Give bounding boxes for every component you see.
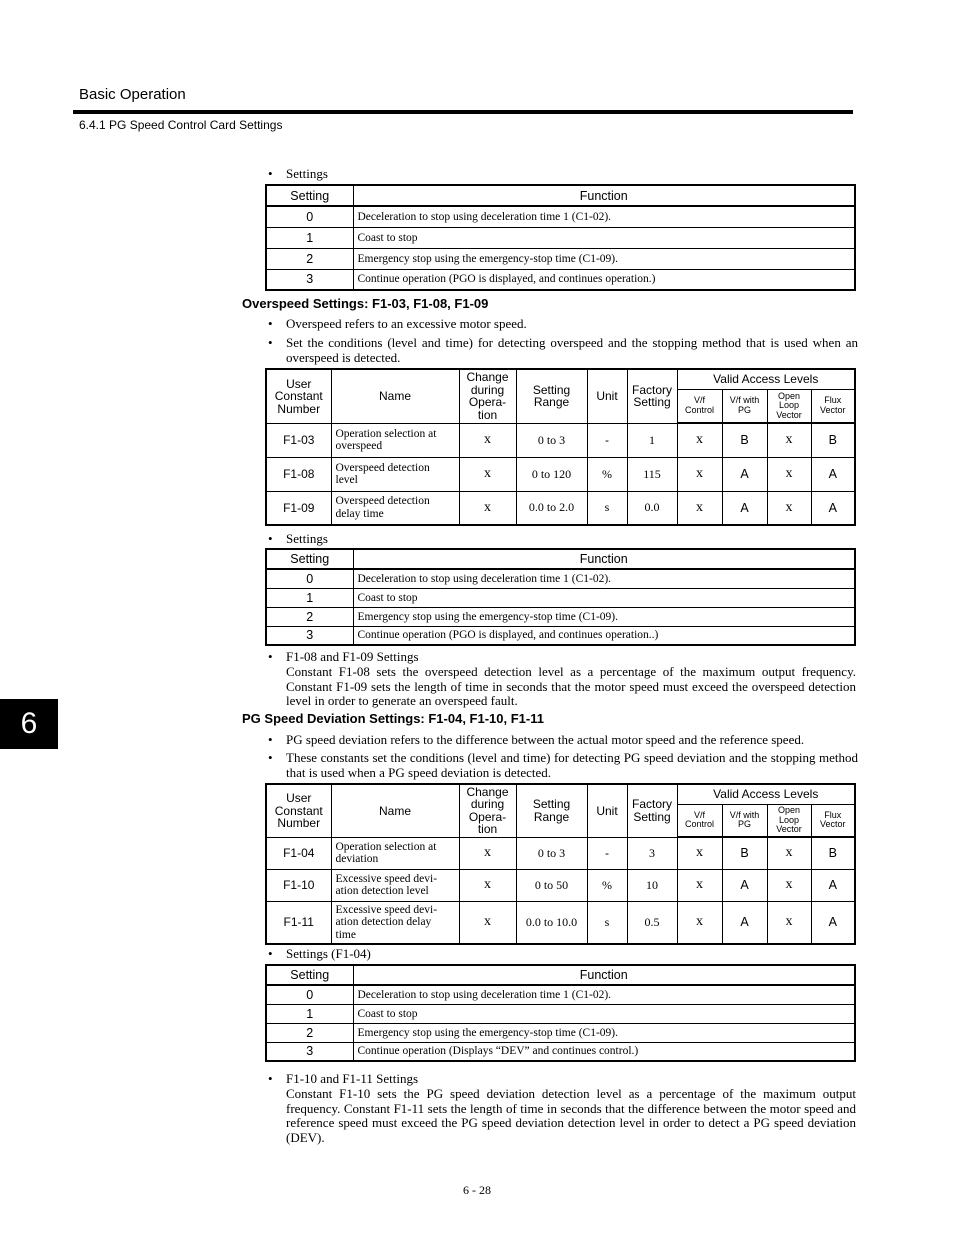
name-cell: Excessive speed devi- ation detection delay time — [331, 901, 459, 944]
setting-cell: 1 — [266, 227, 353, 248]
factory-cell: 3 — [627, 837, 677, 869]
table-row — [266, 837, 855, 869]
overspeed-settings-label — [268, 531, 858, 546]
bullet-icon: • — [268, 732, 273, 747]
function-cell: Coast to stop — [353, 227, 855, 248]
function-cell: Continue operation (PGO is displayed, and continues operation..) — [353, 626, 855, 645]
deviation-bullet-1 — [268, 732, 858, 747]
function-cell: Emergency stop using the emergency-stop time (C1-09). — [353, 1023, 855, 1042]
unit-header: Unit — [587, 369, 627, 423]
olv-cell: x — [767, 869, 811, 901]
vf-cell: x — [677, 423, 722, 457]
unit-cell: s — [587, 901, 627, 944]
change-cell: x — [459, 457, 516, 491]
bullet-text: These constants set the conditions (level and time) for detecting PG speed deviation and the stopping method that is used when a PG speed deviation is detected. — [286, 750, 858, 780]
unit-cell: % — [587, 869, 627, 901]
deviation-settings-table — [265, 964, 856, 1062]
bullet-text: Overspeed refers to an excessive motor speed. — [286, 316, 527, 331]
function-cell: Emergency stop using the emergency-stop time (C1-09). — [353, 248, 855, 269]
change-during-operation-header: Change during Opera- tion — [459, 369, 516, 423]
vf-cell: x — [677, 457, 722, 491]
setting-cell: 0 — [266, 569, 353, 588]
bullet-text: Settings — [286, 166, 328, 181]
name-cell: Operation selection at overspeed — [331, 423, 459, 457]
overspeed-bullet-1 — [268, 316, 858, 331]
vfpg-cell: A — [722, 491, 767, 525]
chapter-tab: 6 — [0, 699, 58, 749]
bullet-text: Settings (F1-04) — [286, 946, 371, 961]
bullet-icon: • — [268, 946, 273, 961]
function-column-header: Function — [353, 965, 855, 985]
name-cell: Excessive speed devi- ation detection level — [331, 869, 459, 901]
function-column-header: Function — [353, 185, 855, 206]
change-cell: x — [459, 901, 516, 944]
setting-cell: 2 — [266, 607, 353, 626]
vf-cell: x — [677, 901, 722, 944]
bullet-text: Set the conditions (level and time) for detecting overspeed and the stopping method that is used when an overspeed is detected. — [286, 335, 858, 365]
vfpg-cell: B — [722, 837, 767, 869]
table-row — [266, 1042, 855, 1061]
setting-cell: 3 — [266, 1042, 353, 1061]
flux-cell: A — [811, 869, 855, 901]
unit-header: Unit — [587, 784, 627, 837]
unit-cell: s — [587, 491, 627, 525]
function-cell: Coast to stop — [353, 588, 855, 607]
olv-cell: x — [767, 457, 811, 491]
bullet-text: Settings — [286, 531, 328, 546]
overspeed-note-label — [268, 649, 858, 664]
olv-cell: x — [767, 837, 811, 869]
page-section-title: Basic Operation — [79, 86, 186, 103]
table-row — [266, 1004, 855, 1023]
range-cell: 0 to 3 — [516, 423, 587, 457]
factory-setting-header: Factory Setting — [627, 784, 677, 837]
flux-cell: B — [811, 423, 855, 457]
bullet-text: F1-08 and F1-09 Settings — [286, 649, 419, 664]
deviation-parameter-table — [265, 783, 856, 945]
bullet-icon: • — [268, 531, 273, 546]
table-row — [266, 1023, 855, 1042]
factory-setting-header: Factory Setting — [627, 369, 677, 423]
overspeed-settings-table — [265, 548, 856, 646]
factory-cell: 0.5 — [627, 901, 677, 944]
header-rule — [73, 110, 853, 114]
setting-column-header: Setting — [266, 185, 353, 206]
vf-cell: x — [677, 491, 722, 525]
settings-label-1 — [268, 166, 858, 181]
overspeed-bullet-2 — [268, 335, 858, 365]
factory-cell: 0.0 — [627, 491, 677, 525]
function-cell: Deceleration to stop using deceleration time 1 (C1-02). — [353, 569, 855, 588]
function-cell: Coast to stop — [353, 1004, 855, 1023]
bullet-icon: • — [268, 750, 273, 765]
table-row — [266, 269, 855, 290]
valid-access-levels-header: Valid Access Levels — [677, 369, 855, 389]
name-header: Name — [331, 369, 459, 423]
flux-cell: A — [811, 901, 855, 944]
setting-cell: 2 — [266, 1023, 353, 1042]
name-cell: Overspeed detection level — [331, 457, 459, 491]
setting-cell: 0 — [266, 985, 353, 1004]
deviation-note-text: Constant F1-10 sets the PG speed deviation detection level as a percentage of the maximum output frequency. Constant F1-11 sets the length of time in seconds that the difference between the motor speed and reference speed must exceed the PG speed deviation detection level in order to detect a PG speed deviation (DEV). — [286, 1086, 856, 1145]
range-cell: 0.0 to 10.0 — [516, 901, 587, 944]
constant-number-cell: F1-03 — [266, 423, 331, 457]
vfpg-cell: A — [722, 901, 767, 944]
vf-with-pg-header: V/f with PG — [722, 804, 767, 837]
bullet-icon: • — [268, 649, 273, 664]
name-header: Name — [331, 784, 459, 837]
bullet-text: PG speed deviation refers to the difference between the actual motor speed and the reference speed. — [286, 732, 805, 747]
olv-cell: x — [767, 423, 811, 457]
vfpg-cell: A — [722, 869, 767, 901]
deviation-note-label — [268, 1071, 858, 1086]
change-cell: x — [459, 869, 516, 901]
setting-cell: 3 — [266, 269, 353, 290]
open-loop-vector-header: Open Loop Vector — [767, 389, 811, 423]
constant-number-cell: F1-04 — [266, 837, 331, 869]
name-cell: Overspeed detection delay time — [331, 491, 459, 525]
unit-cell: - — [587, 423, 627, 457]
table-row — [266, 206, 855, 227]
function-column-header: Function — [353, 549, 855, 569]
table-row — [266, 227, 855, 248]
factory-cell: 10 — [627, 869, 677, 901]
table-row — [266, 901, 855, 944]
flux-cell: A — [811, 457, 855, 491]
overspeed-heading: Overspeed Settings: F1-03, F1-08, F1-09 — [242, 296, 489, 311]
constant-number-cell: F1-10 — [266, 869, 331, 901]
function-cell: Emergency stop using the emergency-stop time (C1-09). — [353, 607, 855, 626]
user-constant-header: User Constant Number — [266, 784, 331, 837]
user-constant-header: User Constant Number — [266, 369, 331, 423]
table-row — [266, 626, 855, 645]
table-row — [266, 457, 855, 491]
setting-cell: 1 — [266, 588, 353, 607]
olv-cell: x — [767, 901, 811, 944]
function-cell: Continue operation (PGO is displayed, and continues operation.) — [353, 269, 855, 290]
change-cell: x — [459, 491, 516, 525]
setting-cell: 2 — [266, 248, 353, 269]
flux-vector-header: Flux Vector — [811, 389, 855, 423]
constant-number-cell: F1-09 — [266, 491, 331, 525]
table-row — [266, 248, 855, 269]
settings-table-1 — [265, 184, 856, 291]
deviation-heading: PG Speed Deviation Settings: F1-04, F1-10, F1-11 — [242, 711, 544, 726]
change-cell: x — [459, 837, 516, 869]
table-row — [266, 569, 855, 588]
bullet-icon: • — [268, 316, 273, 331]
setting-column-header: Setting — [266, 549, 353, 569]
function-cell: Deceleration to stop using deceleration time 1 (C1-02). — [353, 985, 855, 1004]
setting-column-header: Setting — [266, 965, 353, 985]
unit-cell: - — [587, 837, 627, 869]
flux-cell: A — [811, 491, 855, 525]
flux-vector-header: Flux Vector — [811, 804, 855, 837]
olv-cell: x — [767, 491, 811, 525]
setting-cell: 0 — [266, 206, 353, 227]
table-row — [266, 869, 855, 901]
bullet-icon: • — [268, 335, 273, 350]
vfpg-cell: A — [722, 457, 767, 491]
valid-access-levels-header: Valid Access Levels — [677, 784, 855, 804]
table-row — [266, 423, 855, 457]
range-cell: 0 to 50 — [516, 869, 587, 901]
vf-with-pg-header: V/f with PG — [722, 389, 767, 423]
table-row — [266, 491, 855, 525]
name-cell: Operation selection at deviation — [331, 837, 459, 869]
range-cell: 0 to 3 — [516, 837, 587, 869]
change-cell: x — [459, 423, 516, 457]
overspeed-note-text: Constant F1-08 sets the overspeed detection level as a percentage of the maximum output frequency. Constant F1-09 sets the length of time in seconds that the motor speed must exceed the overspeed detection level in order to generate an overspeed fault. — [286, 664, 856, 708]
page-number: 6 - 28 — [463, 1183, 491, 1197]
table-row — [266, 607, 855, 626]
range-cell: 0.0 to 2.0 — [516, 491, 587, 525]
vfpg-cell: B — [722, 423, 767, 457]
setting-range-header: Setting Range — [516, 369, 587, 423]
function-cell: Continue operation (Displays “DEV” and continues control.) — [353, 1042, 855, 1061]
vf-control-header: V/f Control — [677, 389, 722, 423]
constant-number-cell: F1-11 — [266, 901, 331, 944]
vf-control-header: V/f Control — [677, 804, 722, 837]
factory-cell: 1 — [627, 423, 677, 457]
bullet-icon: • — [268, 1071, 273, 1086]
overspeed-parameter-table — [265, 368, 856, 526]
setting-range-header: Setting Range — [516, 784, 587, 837]
table-row — [266, 985, 855, 1004]
open-loop-vector-header: Open Loop Vector — [767, 804, 811, 837]
flux-cell: B — [811, 837, 855, 869]
unit-cell: % — [587, 457, 627, 491]
bullet-icon: • — [268, 166, 273, 181]
vf-cell: x — [677, 869, 722, 901]
deviation-bullet-2 — [268, 750, 858, 780]
constant-number-cell: F1-08 — [266, 457, 331, 491]
change-during-operation-header: Change during Opera- tion — [459, 784, 516, 837]
page-subsection-title: 6.4.1 PG Speed Control Card Settings — [79, 118, 283, 132]
vf-cell: x — [677, 837, 722, 869]
setting-cell: 1 — [266, 1004, 353, 1023]
deviation-settings-label — [268, 946, 858, 961]
range-cell: 0 to 120 — [516, 457, 587, 491]
function-cell: Deceleration to stop using deceleration time 1 (C1-02). — [353, 206, 855, 227]
bullet-text: F1-10 and F1-11 Settings — [286, 1071, 419, 1086]
setting-cell: 3 — [266, 626, 353, 645]
table-row — [266, 588, 855, 607]
factory-cell: 115 — [627, 457, 677, 491]
